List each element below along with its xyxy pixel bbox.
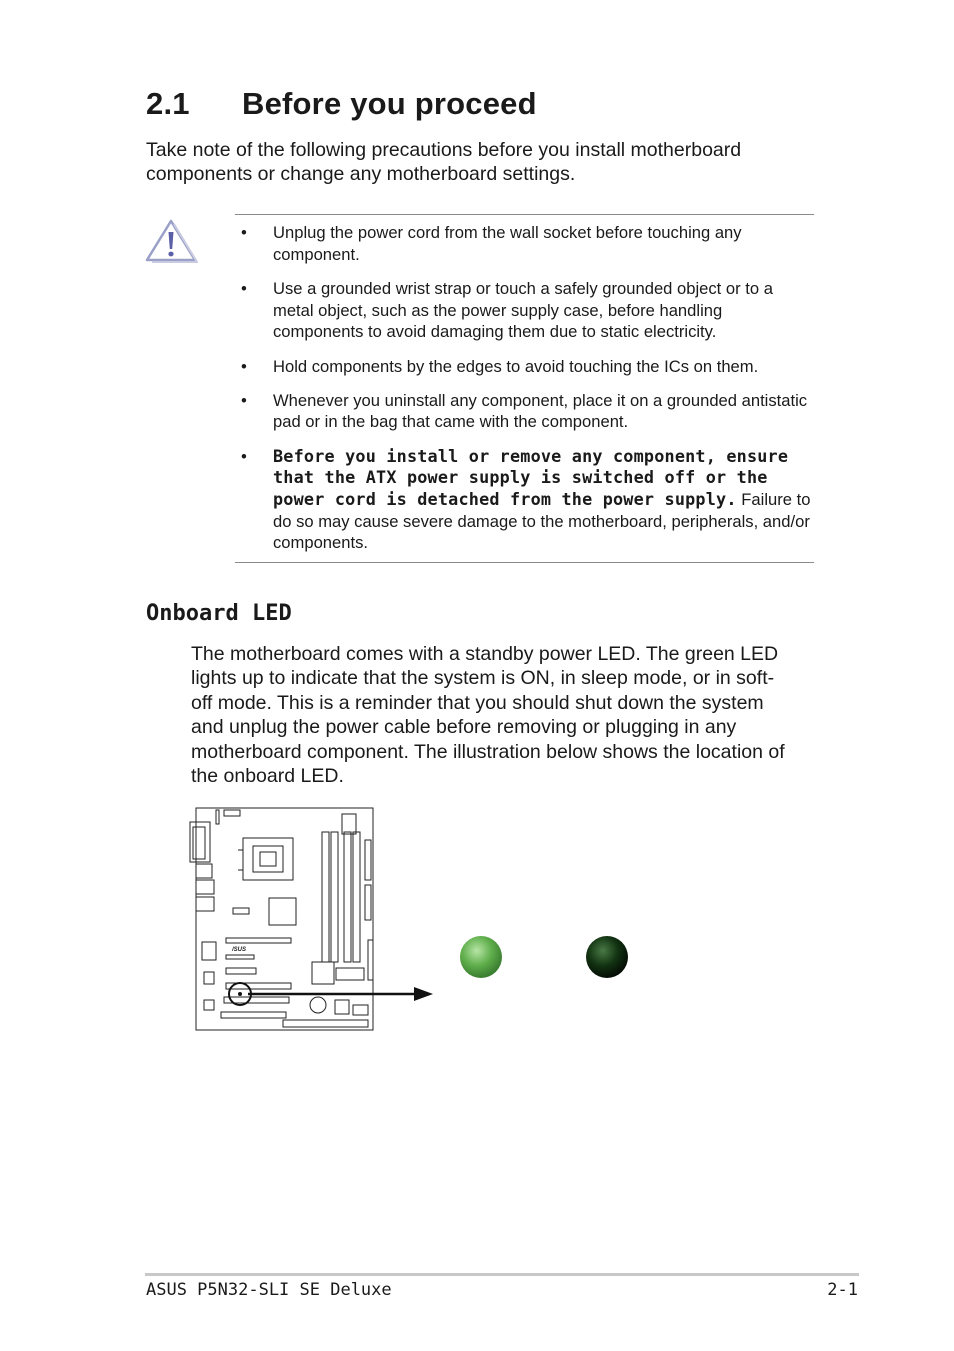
onboard-led-heading: Onboard LED — [146, 601, 292, 626]
caution-item-critical — [241, 446, 813, 555]
dimm-slot — [353, 832, 360, 962]
caution-text: Failure to do so may cause severe damage to the motherboard, peripherals, and/or components. — [273, 490, 811, 553]
caution-text: Unplug the power cord from the wall socket before touching any component. — [273, 223, 742, 264]
warning-triangle-icon — [144, 218, 198, 264]
footer-product-name: ASUS P5N32-SLI SE Deluxe — [146, 1280, 392, 1300]
caution-item — [241, 278, 813, 343]
led-off-indicator — [586, 936, 628, 978]
chipset — [269, 898, 296, 925]
led-on-indicator — [460, 936, 502, 978]
caution-item — [241, 222, 813, 265]
caution-text: Whenever you uninstall any component, place it on a grounded antistatic pad or in the bag that came with the component. — [273, 390, 808, 432]
pointer-arrowhead — [414, 987, 433, 1001]
caution-bold-text: Before you install or remove any component, ensure that the ATX power supply is switched off or the power cord is detached from the power supply. — [273, 445, 789, 510]
caution-text: Use a grounded wrist strap or touch a safely grounded object or to a metal object, such as the power supply case, before handling components to avoid damaging them due to static electricity. — [273, 278, 773, 342]
section-number: 2.1 — [146, 86, 190, 121]
caution-bottom-rule — [235, 562, 814, 563]
bullet: • — [241, 390, 247, 410]
bullet: • — [241, 446, 247, 466]
section-title: Before you proceed — [242, 86, 537, 121]
bullet: • — [241, 278, 247, 298]
board-logo: /SUS — [232, 947, 247, 953]
bullet: • — [241, 223, 247, 242]
footer-rule — [145, 1273, 859, 1276]
caution-top-rule — [235, 214, 814, 215]
caution-text: Hold components by the edges to avoid touching the ICs on them. — [273, 356, 759, 376]
onboard-led-paragraph: The motherboard comes with a standby power LED. The green LED lights up to indicate that the system is ON, in sleep mode, or in soft-off mode. This is a reminder that you should shut down the system and unplug the power cable before removing or plugging in any motherboard component. The illustration below shows the location of the onboard LED. — [191, 643, 785, 788]
bullet: • — [241, 356, 247, 376]
footer-page-number: 2-1 — [827, 1280, 858, 1300]
caution-item — [241, 390, 813, 433]
caution-list — [241, 222, 813, 567]
motherboard-led-diagram — [188, 800, 648, 1040]
dimm-slot — [331, 832, 338, 962]
caution-item — [241, 356, 813, 378]
intro-paragraph: Take note of the following precautions before you install motherboard components or change any motherboard settings. — [146, 139, 742, 185]
section-heading — [146, 86, 537, 122]
dimm-slot — [322, 832, 329, 962]
cpu-socket — [243, 838, 293, 880]
dimm-slot — [344, 832, 351, 962]
